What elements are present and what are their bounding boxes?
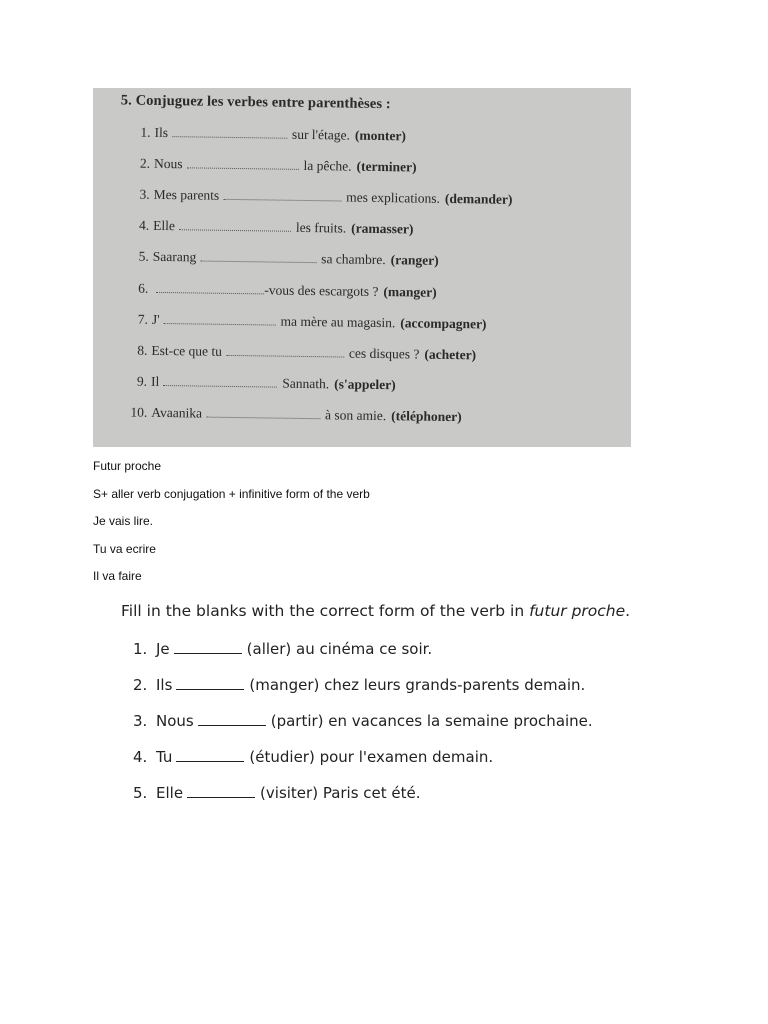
answer-blank — [176, 677, 244, 690]
dotted-blank — [200, 251, 316, 264]
fill-exercise-title: Fill in the blanks with the correct form of the verb in futur proche. — [121, 602, 631, 620]
textbook-page — [93, 88, 631, 447]
answer-blank — [198, 713, 266, 726]
fill-item: 2. Ils (manger) chez leurs grands-parents demain. — [133, 676, 586, 694]
dotted-blank — [156, 282, 264, 295]
notes-example: Tu va ecrire — [93, 542, 156, 556]
answer-blank — [187, 785, 255, 798]
exercise-item: 7. J' ma mère au magasin. (accompagner) — [137, 311, 487, 332]
exercise-item: 10. Avaanika à son amie. (téléphoner) — [130, 404, 462, 425]
dotted-blank — [223, 189, 341, 202]
notes-rule: S+ aller verb conjugation + infinitive form of the verb — [93, 487, 370, 501]
fill-item: 5. Elle (visiter) Paris cet été. — [133, 784, 421, 802]
exercise-item: 9. Il Sannath. (s'appeler) — [136, 373, 396, 393]
dotted-blank — [163, 375, 277, 388]
exercise-item: 4. Elle les fruits. (ramasser) — [138, 217, 414, 237]
dotted-blank — [164, 313, 276, 326]
exercise-item: 6. -vous des escargots ? (manger) — [138, 280, 437, 300]
dotted-blank — [206, 407, 320, 420]
exercise-item: 5. Saarang sa chambre. (ranger) — [138, 248, 439, 268]
notes-example: Il va faire — [93, 569, 142, 583]
exercise-title: 5. Conjuguez les verbes entre parenthèses : — [120, 92, 391, 113]
answer-blank — [176, 749, 244, 762]
exercise-item: 8. Est-ce que tu ces disques ? (acheter) — [137, 342, 477, 363]
fill-item: 1. Je (aller) au cinéma ce soir. — [133, 640, 433, 658]
notes-heading: Futur proche — [93, 459, 162, 473]
dotted-blank — [226, 345, 344, 358]
dotted-blank — [172, 126, 287, 139]
fill-item: 3. Nous (partir) en vacances la semaine prochaine. — [133, 712, 593, 730]
exercise-item: 3. Mes parents mes explications. (demander) — [139, 186, 513, 207]
notes-example: Je vais lire. — [93, 514, 154, 528]
exercise-item: 2. Nous la pêche. (terminer) — [139, 155, 417, 175]
textbook-photo — [93, 88, 631, 447]
dotted-blank — [179, 219, 291, 232]
fill-item: 4. Tu (étudier) pour l'examen demain. — [133, 748, 494, 766]
exercise-item: 1. Ils sur l'étage. (monter) — [140, 124, 406, 144]
answer-blank — [174, 641, 242, 654]
dotted-blank — [187, 157, 299, 170]
